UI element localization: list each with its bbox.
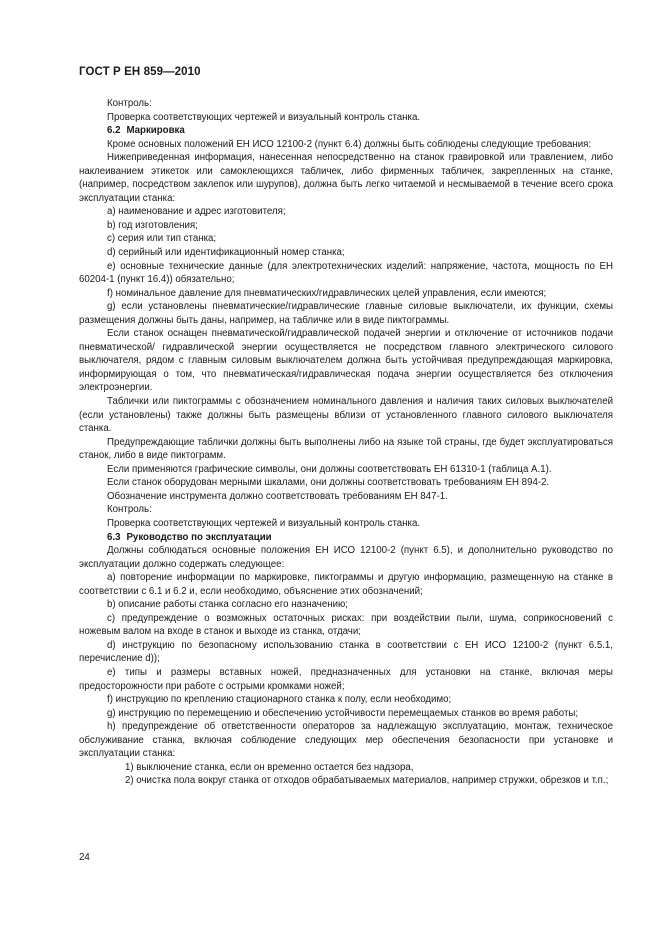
section-title: Руководство по эксплуатации	[126, 531, 272, 543]
paragraph: Предупреждающие таблички должны быть выполнены либо на языке той страны, где будет эксплуатироваться станок, либо в виде пиктограмм.	[79, 436, 613, 462]
paragraph-control-text: Проверка соответствующих чертежей и визуальный контроль станка.	[107, 517, 421, 529]
paragraph: Кроме основных положений ЕН ИСО 12100-2 (пункт 6.4) должны быть соблюдены следующие требования:	[107, 138, 592, 150]
paragraph-control-text: Проверка соответствующих чертежей и визуальный контроль станка.	[107, 111, 421, 123]
paragraph: Если применяются графические символы, они должны соответствовать ЕН 61310-1 (таблица А.1).	[107, 463, 552, 475]
list-item: h) предупреждение об ответственности операторов за надлежащую эксплуатацию, монтаж, техническое обслуживание станка, включая соблюдение следующих мер обеспечения безопасности при установке и эксплуатации станка:	[79, 721, 613, 760]
paragraph: Если станок оснащен пневматической/гидравлической подачей энергии и отключение от источников подачи пневматической/ гидравлической энергии осуществляется не посредством главного электрического силового выключателя, рядом с главным силовым выключателем должна быть устойчивая предупреждающая маркировка, информирующая о том, что пневматическая/гидравлическая подача энергии осуществляется без отключения электроэнергии.	[79, 328, 613, 394]
page-number: 24	[79, 852, 90, 863]
section-number: 6.2	[107, 125, 121, 137]
list-item: b) описание работы станка согласно его назначению;	[107, 599, 348, 611]
paragraph-control-label: Контроль:	[107, 98, 152, 109]
sub-list-item: 2) очистка пола вокруг станка от отходов обрабатываемых материалов, например стружки, обрезков и т.п.;	[125, 775, 609, 787]
document-body	[79, 97, 613, 788]
list-item: d) серийный или идентификационный номер станка;	[107, 247, 345, 259]
list-item: g) если установлены пневматические/гидравлические главные силовые выключатели, их функции, схемы размещения должны быть даны, например, на табличке или в виде пиктограммы.	[79, 301, 613, 326]
list-item: a) наименование и адрес изготовителя;	[107, 206, 286, 218]
list-item: d) инструкцию по безопасному использованию станка в соответствии с ЕН ИСО 12100-2 (пункт 6.5.1, перечисление d));	[79, 639, 613, 665]
list-item: b) год изготовления;	[107, 219, 198, 231]
section-heading-6-2	[79, 124, 613, 138]
list-item: c) серия или тип станка;	[107, 233, 217, 245]
list-item: e) основные технические данные (для электротехнических изделий: напряжение, частота, мощность по ЕН 60204-1 (пункт 16.4)) обязательно;	[79, 260, 613, 286]
paragraph: Если станок оборудован мерными шкалами, они должны соответствовать требованиям ЕН 894-2.	[107, 477, 550, 489]
paragraph: Таблички или пиктограммы с обозначением номинального давления и наличия таких силовых выключателей (если установлены) также должны быть размещены вблизи от установленного главного силового выключателя станка.	[79, 396, 613, 435]
document-header: ГОСТ Р ЕН 859—2010	[79, 66, 201, 78]
paragraph: Должны соблюдаться основные положения ЕН ИСО 12100-2 (пункт 6.5), и дополнительно руководство по эксплуатации должно содержать следующее:	[79, 545, 613, 570]
list-item: e) типы и размеры вставных ножей, предназначенных для установки на станке, включая меры предосторожности при работе с острыми кромками ножей;	[79, 666, 613, 692]
paragraph: Нижеприведенная информация, нанесенная непосредственно на станок гравировкой или травлением, либо наклеиванием этикеток или самоклеющихся табличек, либо фирменных табличек, закрепленных на станке, (например, посредством заклепок или шурупов), должна быть легко читаемой и несмываемой в течение всего срока эксплуатации станка:	[79, 152, 613, 204]
list-item: f) номинальное давление для пневматических/гидравлических целей управления, если имеются;	[107, 287, 547, 299]
sub-list-item: 1) выключение станка, если он временно остается без надзора,	[125, 761, 414, 773]
paragraph-control-label: Контроль:	[107, 504, 152, 516]
section-heading-6-3	[79, 531, 613, 545]
section-number: 6.3	[107, 531, 121, 543]
list-item: a) повторение информации по маркировке, пиктограммы и другую информацию, размещенную на станке в соответствии с 6.1 и 6.2 и, если необходимо, объяснение этих обозначений;	[79, 572, 613, 597]
paragraph: Обозначение инструмента должно соответствовать требованиям ЕН 847-1.	[107, 490, 448, 502]
list-item: g) инструкцию по перемещению и обеспечению устойчивости перемещаемых станков во время работы;	[107, 707, 579, 719]
list-item: f) инструкцию по креплению стационарного станка к полу, если необходимо;	[107, 694, 452, 706]
list-item: c) предупреждение о возможных остаточных рисках: при воздействии пыли, шума, соприкосновений с ножевым валом на входе в станок и выходе из станка, отдачи;	[79, 612, 613, 638]
section-title: Маркировка	[126, 125, 185, 137]
